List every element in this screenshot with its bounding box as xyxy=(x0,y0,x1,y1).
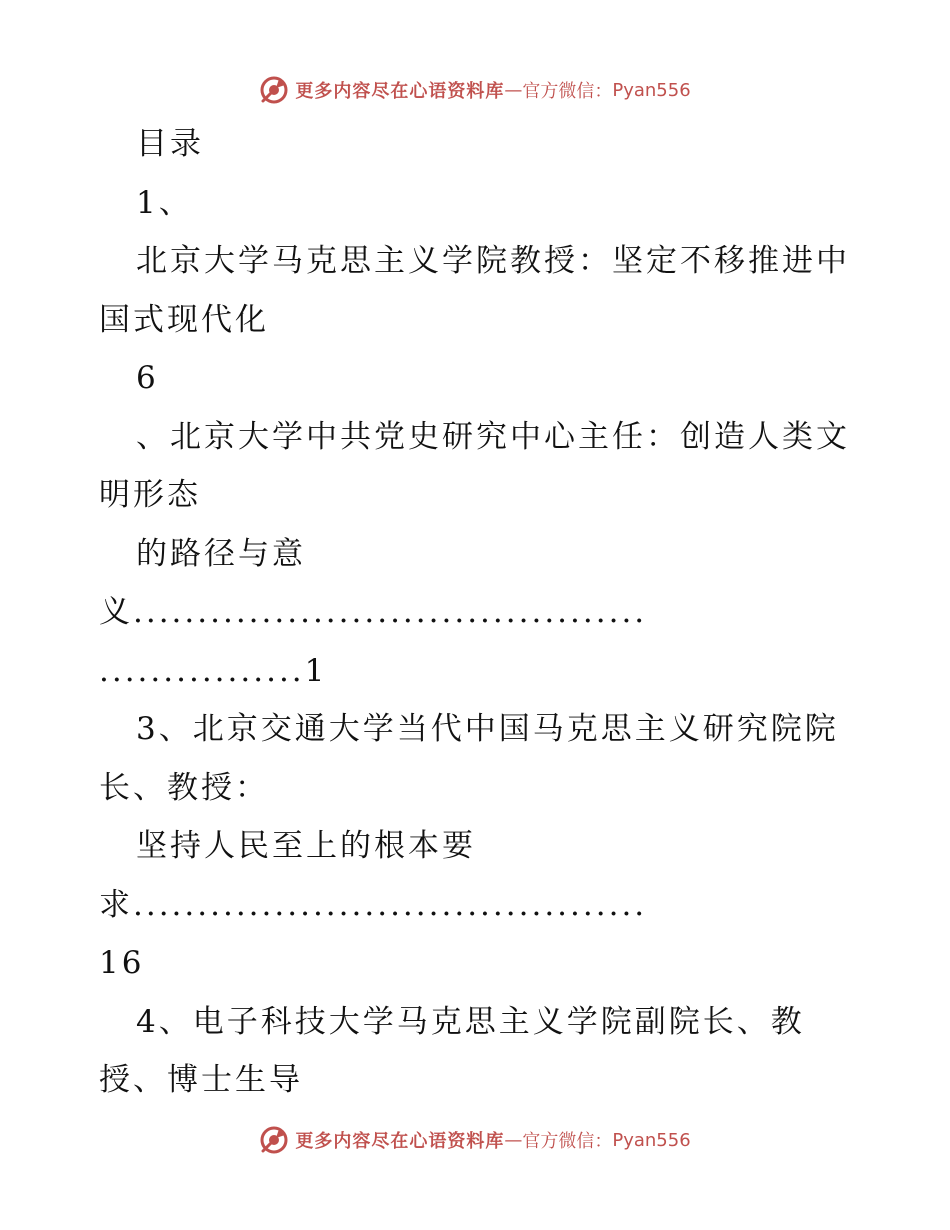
toc-line: 授、博士生导 xyxy=(99,1062,303,1098)
document-body xyxy=(99,115,859,1110)
banner-separator: — xyxy=(504,1129,523,1151)
brand-logo-icon xyxy=(259,1125,289,1155)
toc-line: 4、电子科技大学马克思主义学院副院长、教 xyxy=(136,1003,805,1040)
toc-line: 目录 xyxy=(136,126,204,162)
toc-line: 北京大学马克思主义学院教授：坚定不移推进中 xyxy=(136,243,850,279)
toc-line: ................1 xyxy=(99,652,328,689)
toc-line: 长、教授： xyxy=(99,769,269,806)
toc-line: 16 xyxy=(99,945,145,981)
toc-line: 1、 xyxy=(136,184,193,221)
banner-separator: — xyxy=(504,79,523,101)
toc-line: 坚持人民至上的根本要 xyxy=(136,828,476,864)
brand-logo-icon xyxy=(259,75,289,105)
banner-main-text: 更多内容尽在心语资料库 xyxy=(295,1131,505,1152)
toc-line: 国式现代化 xyxy=(99,301,269,338)
header-banner xyxy=(0,70,950,110)
toc-line: 的路径与意 xyxy=(136,535,306,572)
toc-line: 、北京大学中共党史研究中心主任：创造人类文 xyxy=(136,418,850,455)
banner-main-text: 更多内容尽在心语资料库 xyxy=(295,81,505,102)
toc-line: 3、北京交通大学当代中国马克思主义研究院院 xyxy=(136,711,839,747)
banner-wechat-id: Pyan556 xyxy=(612,1129,691,1151)
banner-wechat-id: Pyan556 xyxy=(612,79,691,101)
banner-wechat-label: 官方微信： xyxy=(522,81,613,102)
toc-line: 6 xyxy=(136,360,159,396)
toc-line: 义........................................ xyxy=(99,594,648,630)
toc-line: 明形态 xyxy=(99,477,201,513)
banner-wechat-label: 官方微信： xyxy=(522,1131,613,1152)
toc-line: 求........................................ xyxy=(99,886,648,923)
footer-banner xyxy=(0,1120,950,1160)
